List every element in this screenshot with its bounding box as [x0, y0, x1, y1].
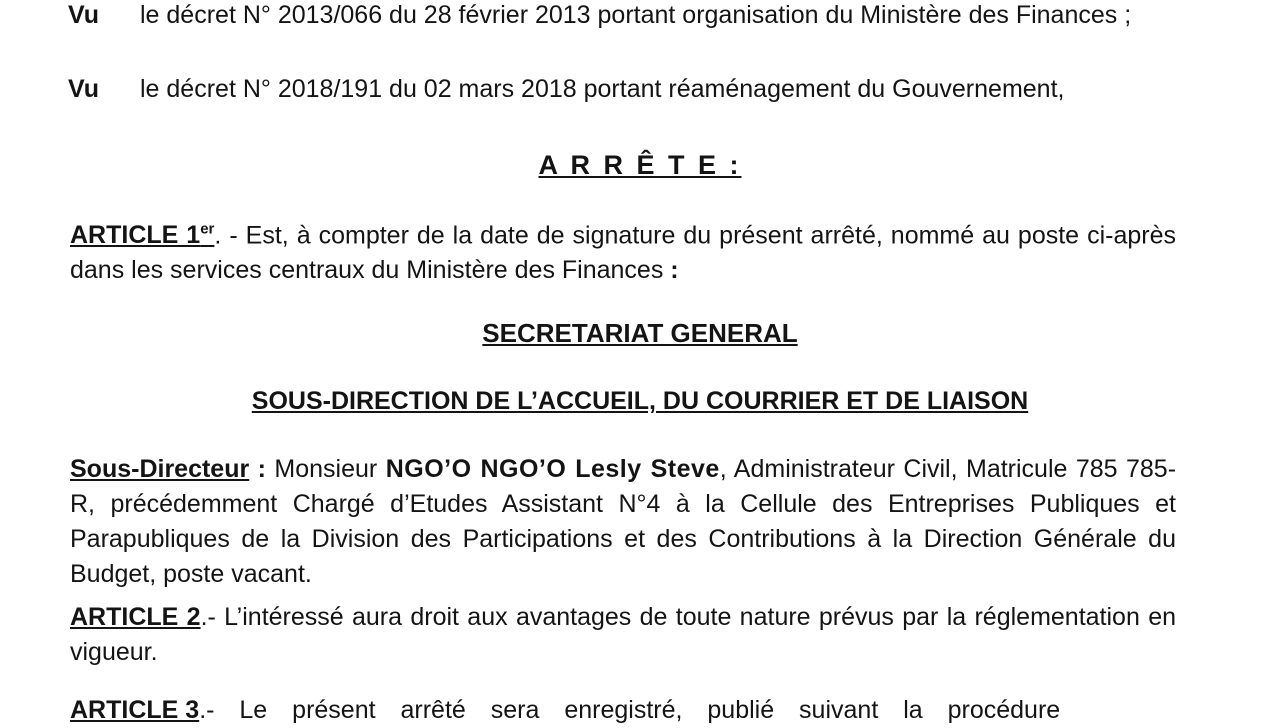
article-2: ARTICLE 2.- L’intéressé aura droit aux avantages de toute nature prévus par la réglementation en vigueur. — [70, 603, 1176, 666]
vu-text: le décret N° 2013/066 du 28 février 2013 portant organisation du Ministère des Finances ; — [140, 1, 1132, 29]
appointee-name: NGO’O NGO’O Lesly Steve — [385, 455, 720, 483]
vu-label: Vu — [68, 75, 100, 103]
sous-directeur-paragraph: Sous-Directeur : Monsieur NGO’O NGO’O Lesly Steve, Administrateur Civil, Matricule 785 785-R, précédemment Chargé d’Etudes Assistant N°4 à la Cellule des Entreprises Publiques et Parapubliques de la Division des Participations et des Contributions à la Direction Générale du Budget, poste vacant. — [70, 455, 1177, 588]
article-text: Le présent arrêté sera enregistré, publié suivant la procédure — [239, 696, 1061, 724]
sous-directeur-label: Sous-Directeur — [70, 455, 250, 483]
article-label: ARTICLE 2 — [70, 603, 201, 631]
subsection-title: SOUS-DIRECTION DE L’ACCUEIL, DU COURRIER ET DE LIAISON — [251, 387, 1029, 415]
article-1: ARTICLE 1er. - Est, à compter de la date de signature du présent arrêté, nommé au poste ci-après dans les services centraux du Ministère des Finances : — [70, 221, 1176, 285]
section-title: SECRETARIAT GENERAL — [482, 318, 798, 348]
vu-label: Vu — [68, 1, 100, 29]
article-text: Est, à compter de la date de signature du présent arrêté, nommé au poste ci-après dans les services centraux du Ministère des Finances — [70, 221, 1176, 285]
vu-text: le décret N° 2018/191 du 02 mars 2018 portant réaménagement du Gouvernement, — [140, 75, 1065, 103]
vu-line-2 — [68, 72, 1178, 107]
appointee-details: , Administrateur Civil, Matricule 785 785-R, précédemment Chargé d’Etudes Assistant N°4 à la Cellule des Entreprises Publiques et Parapubliques de la Division des Participations et des Contributions à la Direction Générale du Budget, poste vacant. — [70, 455, 1177, 588]
article-label: ARTICLE 1er — [70, 221, 215, 250]
article-3: ARTICLE 3.- Le présent arrêté sera enregistré, publié suivant la procédure — [70, 696, 1061, 724]
arrete-title: A R R Ê T E : — [538, 150, 742, 180]
article-label: ARTICLE 3 — [70, 696, 200, 724]
vu-line-1 — [68, 0, 1178, 33]
article-text: L’intéressé aura droit aux avantages de toute nature prévus par la réglementation en vigueur. — [70, 603, 1176, 666]
